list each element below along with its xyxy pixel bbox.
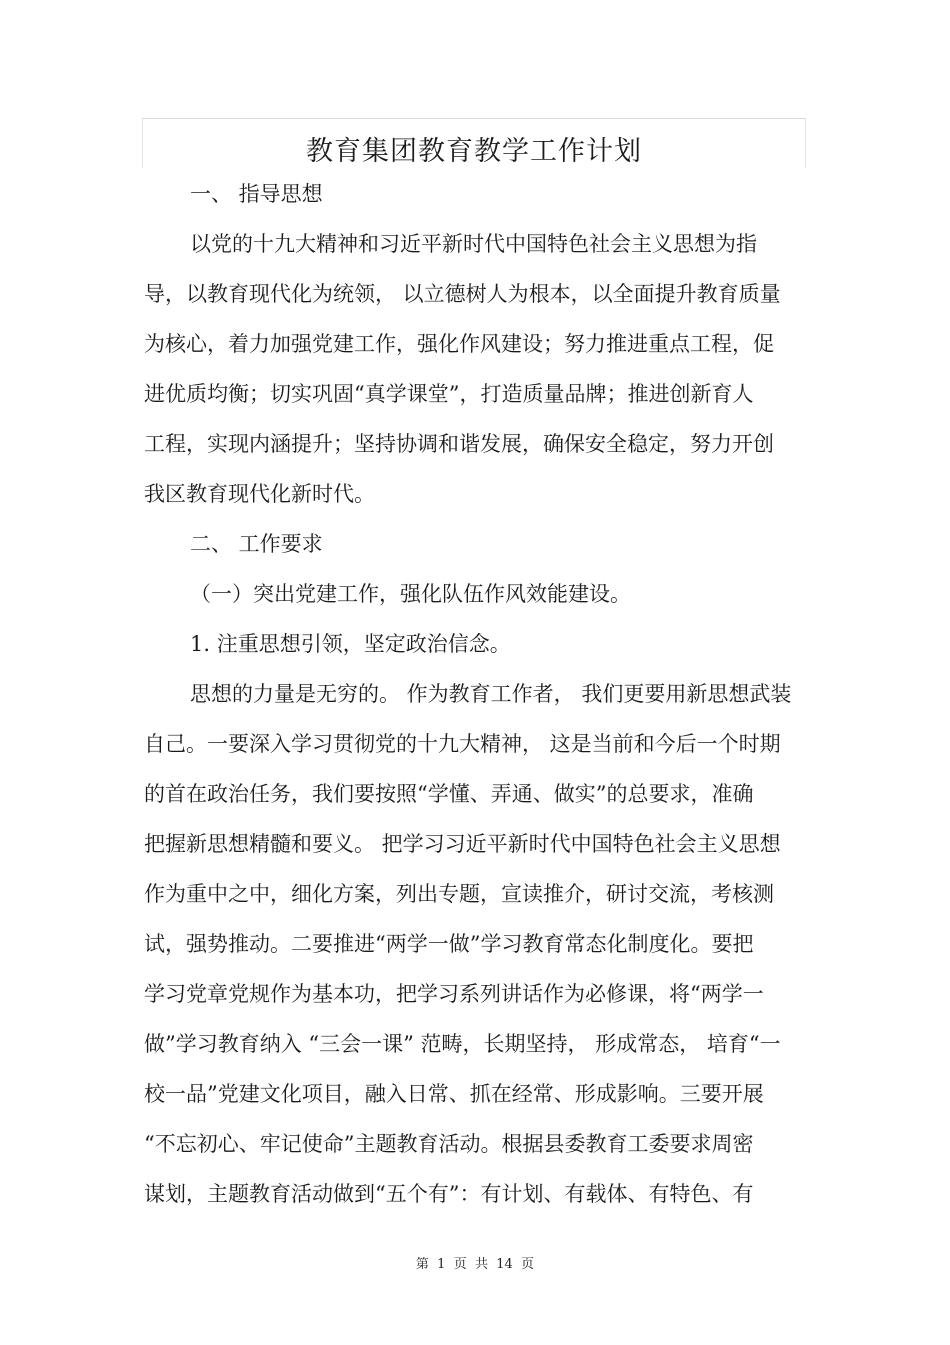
paragraph-line: 把握新思想精髓和要义。 把学习习近平新时代中国特色社会主义思想: [144, 832, 781, 856]
paragraph-line: 自己。一要深入学习贯彻党的十九大精神， 这是当前和今后一个时期: [144, 732, 781, 756]
page-footer: 第 1 页 共 14 页: [415, 1257, 535, 1272]
paragraph-line: 我区教育现代化新时代。: [144, 482, 375, 506]
paragraph-line: 学习党章党规作为基本功，把学习系列讲话作为必修课，将“两学一: [144, 982, 764, 1006]
paragraph-line: 思想的力量是无穷的。 作为教育工作者， 我们更要用新思想武装: [190, 682, 792, 706]
section-heading-1: 一、 指导思想: [190, 182, 323, 206]
paragraph-line: 谋划，主题教育活动做到“五个有”：有计划、有载体、有特色、有: [144, 1182, 754, 1206]
paragraph-line: 导，以教育现代化为统领， 以立德树人为根本，以全面提升教育质量: [144, 282, 781, 306]
paragraph-line: 作为重中之中，细化方案，列出专题，宣读推介，研讨交流，考核测: [144, 882, 774, 906]
section-heading-2: 二、 工作要求: [190, 532, 323, 556]
paragraph-line: 的首在政治任务，我们要按照“学懂、弄通、做实”的总要求，准确: [144, 782, 754, 806]
paragraph-line: 做”学习教育纳入 “三会一课” 范畴，长期坚持， 形成常态， 培育“一: [144, 1032, 781, 1056]
title-frame: [142, 118, 806, 168]
item-heading: 1. 注重思想引领，坚定政治信念。: [190, 632, 511, 656]
paragraph-line: 校一品”党建文化项目，融入日常、抓在经常、形成影响。三要开展: [144, 1082, 764, 1106]
subsection-heading: （一）突出党建工作，强化队伍作风效能建设。: [190, 582, 631, 606]
paragraph-line: 工程，实现内涵提升；坚持协调和谐发展，确保安全稳定，努力开创: [144, 432, 774, 456]
document-title: 教育集团教育教学工作计划: [306, 136, 642, 167]
paragraph-line: 进优质均衡；切实巩固“真学课堂”，打造质量品牌；推进创新育人: [144, 382, 754, 406]
paragraph-line: 试，强势推动。二要推进“两学一做”学习教育常态化制度化。要把: [144, 932, 754, 956]
paragraph-line: “不忘初心、牢记使命”主题教育活动。根据县委教育工委要求周密: [144, 1132, 754, 1156]
paragraph-line: 为核心，着力加强党建工作，强化作风建设；努力推进重点工程，促: [144, 332, 774, 356]
paragraph-line: 以党的十九大精神和习近平新时代中国特色社会主义思想为指: [190, 232, 757, 256]
